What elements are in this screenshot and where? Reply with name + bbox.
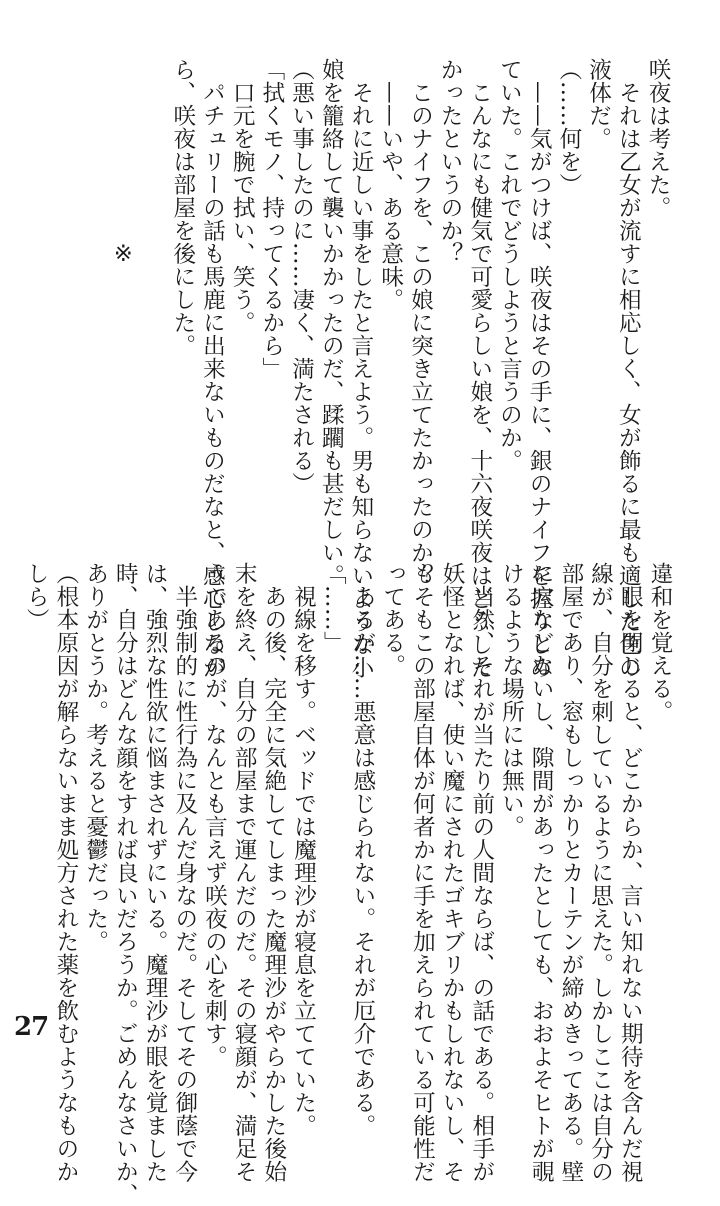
text-column: 末を終え、自分の部屋まで運んだのだ。その寝顔が、満足そ [231, 562, 258, 1183]
text-column: けるような場所には無い。 [498, 562, 525, 838]
text-column: 娘を籠絡して襲いかかったのだ、蹂躙も甚だしい。 [318, 58, 345, 587]
text-column: 時、自分はどんな顔をすれば良いだろうか。ごめんなさいか、 [112, 562, 139, 1206]
text-column: 「……」 [320, 562, 347, 654]
text-column: に穴などないし、隙間があったとしても、おおよそヒトが覗 [528, 562, 555, 1183]
text-column: ありがとうか。考えると憂鬱だった。 [82, 562, 109, 953]
text-column: ら、咲夜は部屋を後にした。 [169, 58, 196, 357]
text-column: それに近しい事をしたと言えよう。男も知らないような小 [347, 58, 374, 679]
text-column: 液体だ。 [585, 58, 612, 150]
text-column: は、強烈な性欲に悩まされずにいる。魔理沙が眼を覚ました [142, 562, 169, 1183]
text-column: 違和を覚える。 [647, 562, 673, 723]
text-column: 部屋であり、窓もしっかりとカーテンが締めきってある。壁 [557, 562, 584, 1183]
lower-text-block [21, 562, 674, 1206]
text-column: 線が、自分を刺しているように思えた。しかしここは自分の [587, 562, 614, 1183]
page-number: 27 [14, 1012, 49, 1042]
text-column: ってある。 [379, 562, 406, 677]
text-column: 半強制的に性行為に及んだ身なのだ。そしてその御蔭で今 [171, 562, 198, 1183]
text-column: 「拭くモノ、持ってくるから」 [258, 58, 285, 380]
text-column: ——気がつけば、咲夜はその手に、銀のナイフを握りしめ [526, 58, 553, 679]
text-column: 咲夜は考えた。 [645, 58, 671, 219]
scene-break-mark: ※ [110, 241, 137, 268]
text-column: 妖怪となれば、使い魔にされたゴキブリかもしれないし、そ [439, 562, 466, 1183]
text-column: ——いや、ある意味。 [377, 58, 404, 311]
text-column: 口元を腕で拭い、笑う。 [229, 58, 256, 334]
text-column: このナイフを、この娘に突き立てたかったのか？ [407, 58, 434, 587]
text-column: うであるのが、なんとも言えず咲夜の心を刺す。 [201, 562, 228, 1068]
text-column: パチュリーの話も馬鹿に出来ないものだなと、感心しなが [199, 58, 226, 679]
text-column: もそもこの部屋自体が何者かに手を加えられている可能性だ [409, 562, 436, 1183]
text-column: 視線を移す。ベッドでは魔理沙が寝息を立てていた。 [290, 562, 317, 1137]
text-column: ていた。これでどうしようと言うのか。 [496, 58, 523, 472]
text-column: こんなにも健気で可愛らしい娘を、十六夜咲夜はどうした [466, 58, 493, 679]
text-column: 当然、それが当たり前の人間ならば、の話である。相手が [468, 562, 495, 1183]
text-column: （悪い事したのに……凄く、満たされる） [288, 58, 315, 495]
text-column: （……何を） [555, 58, 582, 196]
text-column: （根本原因が解らないまま処方された薬を飲むようなものか [52, 562, 79, 1183]
text-column: それは乙女が流すに相応しく、女が飾るに最も適した色の [615, 58, 642, 679]
blank-column [137, 58, 167, 528]
text-column: あの後、完全に気絶してしまった魔理沙がやらかした後始 [260, 562, 287, 1183]
text-column: 眼を閉じると、どこからか、言い知れない期待を含んだ視 [617, 562, 644, 1183]
text-column: しら） [23, 562, 50, 631]
text-column: あるが……悪意は感じられない。それが厄介である。 [349, 562, 376, 1137]
text-column: かったというのか？ [437, 58, 464, 265]
